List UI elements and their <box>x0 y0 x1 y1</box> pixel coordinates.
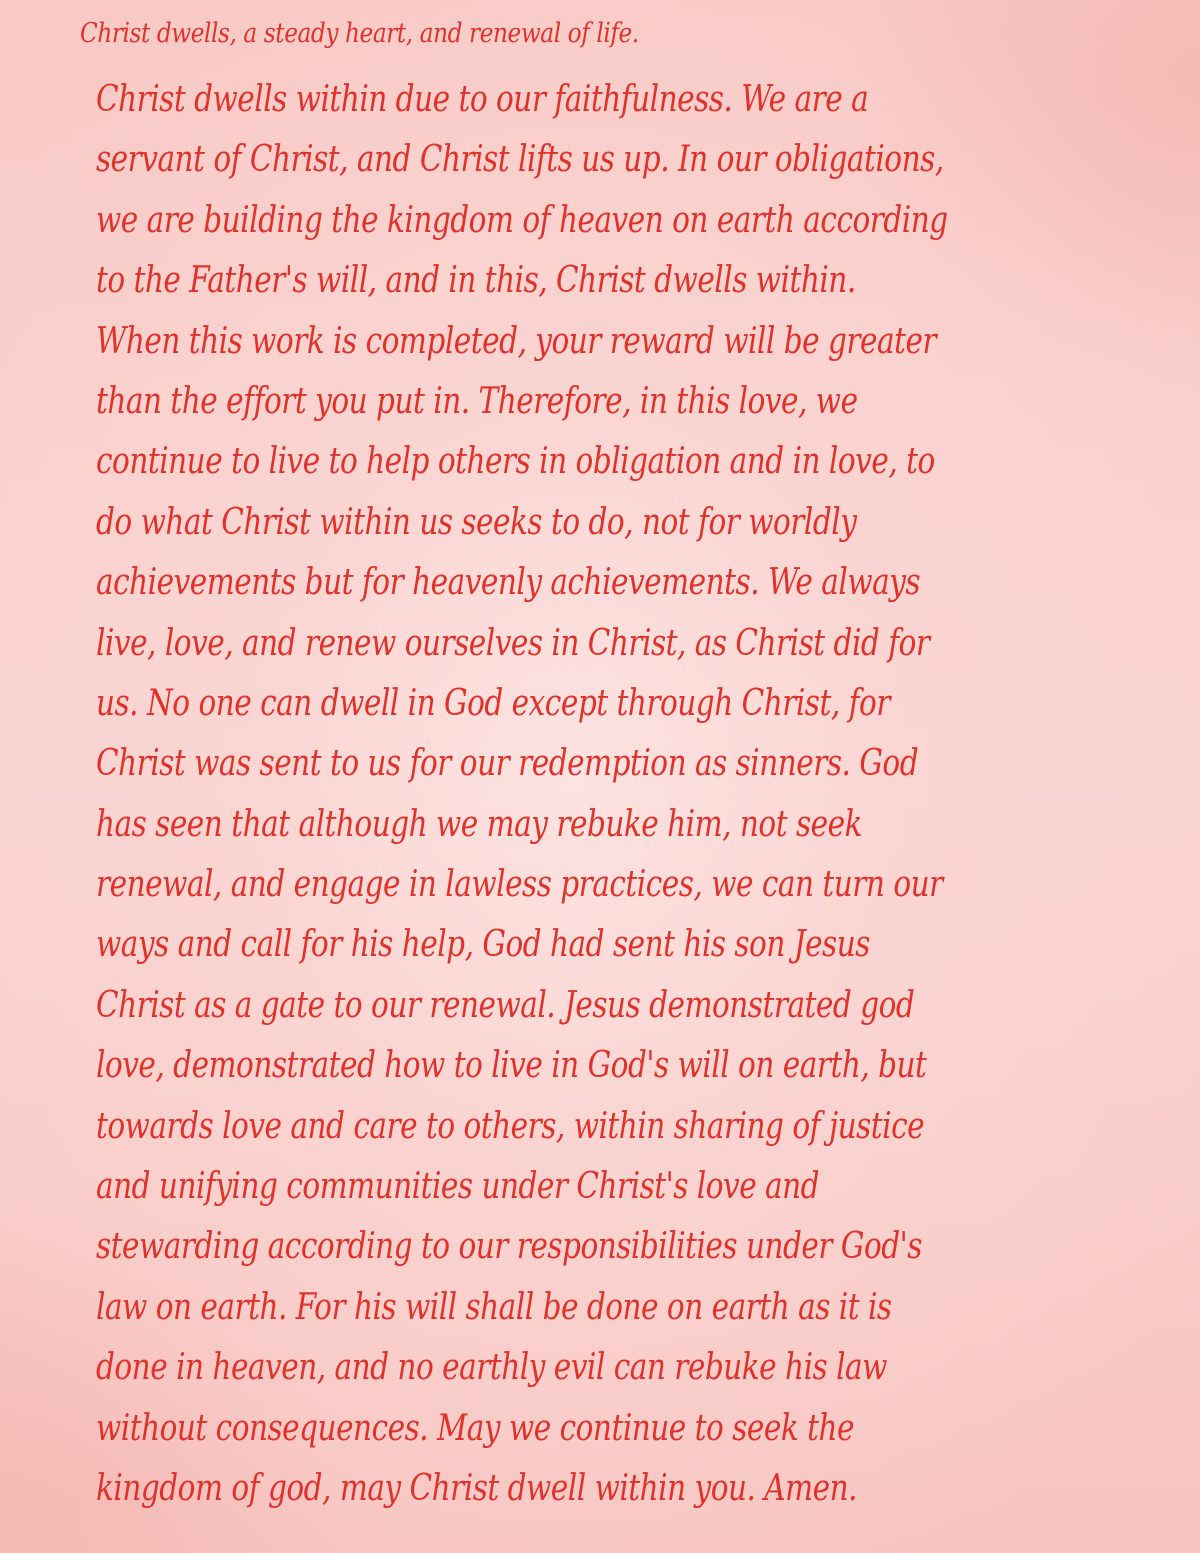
body-line: ways and call for his help, God had sent his son Jesus <box>96 924 870 966</box>
body-line: towards love and care to others, within sharing of justice <box>96 1105 925 1147</box>
body-line: stewarding according to our responsibilities under God's <box>96 1226 922 1268</box>
body-line: we are building the kingdom of heaven on earth according <box>96 199 948 241</box>
body-line: to the Father's will, and in this, Christ dwells within. <box>96 260 856 302</box>
body-line: do what Christ within us seeks to do, not for worldly <box>96 501 857 543</box>
body-line: achievements but for heavenly achievements. We always <box>96 562 921 604</box>
body-line: has seen that although we may rebuke him, not seek <box>96 803 862 845</box>
body-line: without consequences. May we continue to seek the <box>96 1407 854 1449</box>
body-line: done in heaven, and no earthly evil can rebuke his law <box>96 1347 887 1389</box>
document-title: Christ dwells, a steady heart, and renewal of life. <box>80 18 639 49</box>
body-line: continue to live to help others in obligation and in love, to <box>96 441 935 483</box>
document-body <box>96 70 1196 1519</box>
body-line: than the effort you put in. Therefore, in this love, we <box>96 380 858 422</box>
body-line: kingdom of god, may Christ dwell within you. Amen. <box>96 1467 858 1509</box>
body-line: love, demonstrated how to live in God's will on earth, but <box>96 1045 927 1087</box>
body-line: renewal, and engage in lawless practices, we can turn our <box>96 864 943 906</box>
body-line: Christ as a gate to our renewal. Jesus demonstrated god <box>96 984 915 1026</box>
body-line: law on earth. For his will shall be done on earth as it is <box>96 1286 892 1328</box>
body-line: Christ was sent to us for our redemption as sinners. God <box>96 743 919 785</box>
body-line: live, love, and renew ourselves in Christ, as Christ did for <box>96 622 930 664</box>
body-line: us. No one can dwell in God except through Christ, for <box>96 682 890 724</box>
body-line: Christ dwells within due to our faithfulness. We are a <box>96 79 869 120</box>
body-line: and unifying communities under Christ's love and <box>96 1166 820 1208</box>
body-line: When this work is completed, your reward will be greater <box>96 320 937 362</box>
body-line: servant of Christ, and Christ lifts us up. In our obligations, <box>96 139 944 181</box>
